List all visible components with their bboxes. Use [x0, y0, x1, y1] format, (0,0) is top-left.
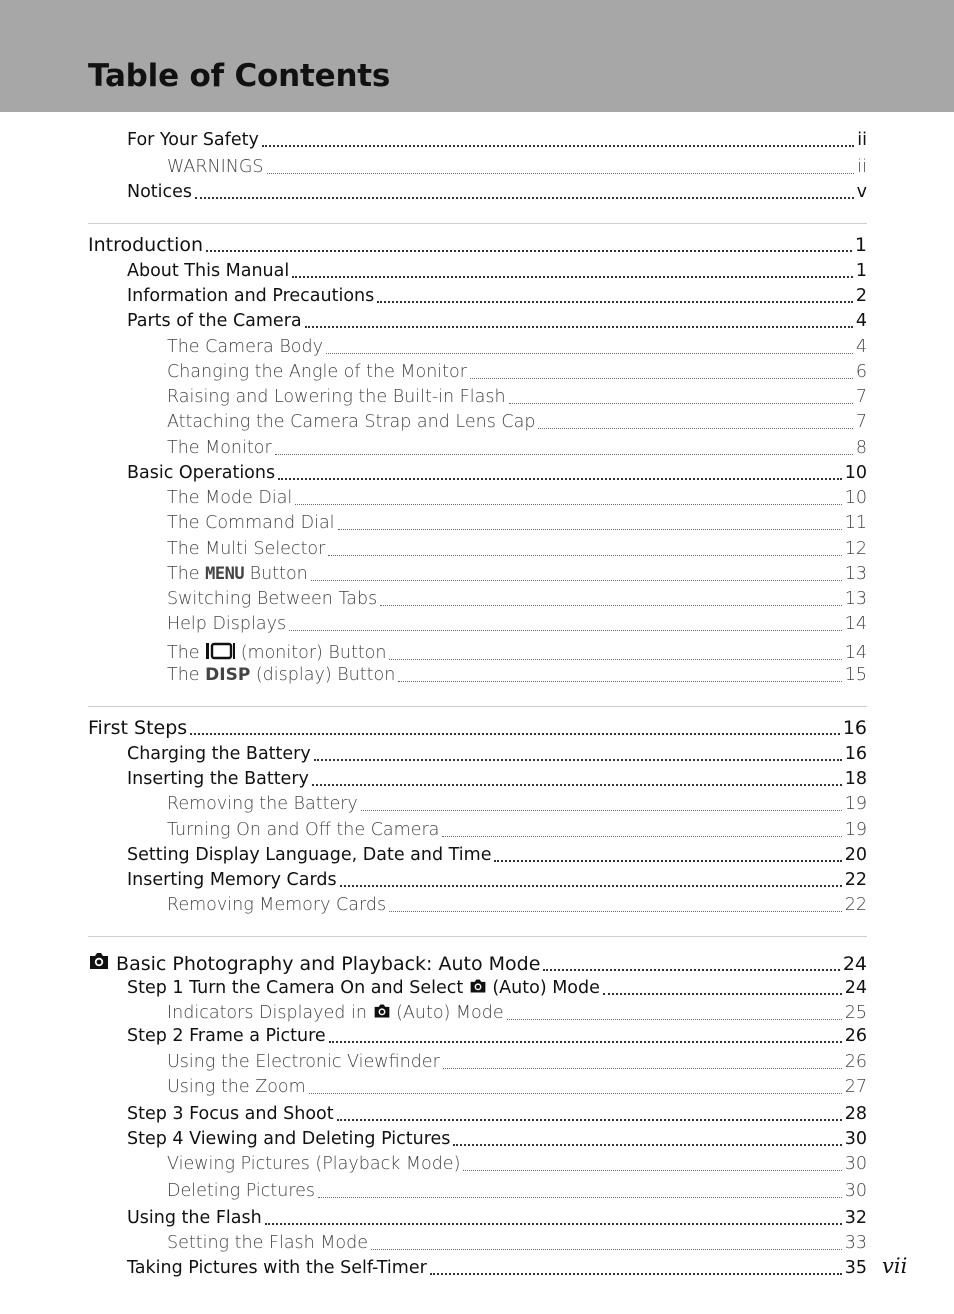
toc-entry-parts-of-the-camera[interactable]: Parts of the Camera 4 [127, 311, 867, 331]
toc-entry-menu-button[interactable]: The MENU Button 13 [167, 564, 867, 584]
camera-auto-mode-icon [88, 950, 110, 972]
toc-section-basic-photography[interactable]: Basic Photography and Playback: Auto Mode 24 [88, 950, 867, 974]
toc-entry-built-in-flash[interactable]: Raising and Lowering the Built-in Flash 7 [167, 387, 867, 407]
toc-entry-turning-on-off[interactable]: Turning On and Off the Camera 19 [167, 820, 867, 840]
toc-entry-angle-of-monitor[interactable]: Changing the Angle of the Monitor 6 [167, 362, 867, 382]
toc-entry-self-timer[interactable]: Taking Pictures with the Self-Timer 35 [127, 1258, 867, 1278]
camera-auto-mode-icon [469, 977, 487, 995]
toc-entry-display-button[interactable]: The DISP (display) Button 15 [167, 665, 867, 685]
toc-entry-charging-battery[interactable]: Charging the Battery 16 [127, 744, 867, 764]
toc-entry-warnings[interactable]: WARNINGS ii [167, 157, 867, 177]
section-divider [88, 223, 867, 224]
toc-entry-removing-battery[interactable]: Removing the Battery 19 [167, 794, 867, 814]
toc-entry-the-camera-body[interactable]: The Camera Body 4 [167, 337, 867, 357]
page-number: vii [882, 1254, 908, 1278]
toc-entry-electronic-viewfinder[interactable]: Using the Electronic Viewfinder 26 [167, 1052, 867, 1072]
menu-icon: MENU [205, 564, 245, 584]
toc-entry-using-flash[interactable]: Using the Flash 32 [127, 1208, 867, 1228]
toc-entry-display-language-date-time[interactable]: Setting Display Language, Date and Time 20 [127, 845, 867, 865]
toc-entry-about-this-manual[interactable]: About This Manual 1 [127, 261, 867, 281]
toc-entry-multi-selector[interactable]: The Multi Selector 12 [167, 539, 867, 559]
toc-entry-notices[interactable]: Notices v [127, 182, 867, 202]
toc-entry-help-displays[interactable]: Help Displays 14 [167, 614, 867, 634]
toc-entry-inserting-memory-cards[interactable]: Inserting Memory Cards 22 [127, 870, 867, 890]
toc-entry-switching-tabs[interactable]: Switching Between Tabs 13 [167, 589, 867, 609]
toc-entry-flash-mode[interactable]: Setting the Flash Mode 33 [167, 1233, 867, 1253]
monitor-icon [205, 642, 235, 660]
toc-entry-step4-viewing-deleting[interactable]: Step 4 Viewing and Deleting Pictures 30 [127, 1129, 867, 1149]
section-divider [88, 706, 867, 707]
toc-entry-basic-operations[interactable]: Basic Operations 10 [127, 463, 867, 483]
toc-section-introduction[interactable]: Introduction 1 [88, 234, 867, 256]
toc-entry-step1-turn-on[interactable]: Step 1 Turn the Camera On and Select (Auto) Mode 24 [127, 978, 867, 998]
page-title: Table of Contents [88, 58, 391, 94]
section-divider [88, 936, 867, 937]
toc-entry-removing-memory-cards[interactable]: Removing Memory Cards 22 [167, 895, 867, 915]
toc-entry-monitor-button[interactable]: The (monitor) Button 14 [167, 643, 867, 663]
toc-entry-using-zoom[interactable]: Using the Zoom 27 [167, 1077, 867, 1097]
header-band [0, 0, 954, 112]
toc-entry-camera-strap-lens-cap[interactable]: Attaching the Camera Strap and Lens Cap 7 [167, 412, 867, 432]
toc-entry-viewing-pictures[interactable]: Viewing Pictures (Playback Mode) 30 [167, 1154, 867, 1174]
toc-entry-mode-dial[interactable]: The Mode Dial 10 [167, 488, 867, 508]
toc-entry-step3-focus-shoot[interactable]: Step 3 Focus and Shoot 28 [127, 1104, 867, 1124]
toc-section-first-steps[interactable]: First Steps 16 [88, 717, 867, 739]
toc-entry-information-and-precautions[interactable]: Information and Precautions 2 [127, 286, 867, 306]
toc-entry-deleting-pictures[interactable]: Deleting Pictures 30 [167, 1181, 867, 1201]
toc-entry-step2-frame[interactable]: Step 2 Frame a Picture 26 [127, 1026, 867, 1046]
toc-entry-inserting-battery[interactable]: Inserting the Battery 18 [127, 769, 867, 789]
toc-entry-the-monitor[interactable]: The Monitor 8 [167, 438, 867, 458]
toc-entry-for-your-safety[interactable]: For Your Safety ii [127, 130, 867, 150]
toc-entry-indicators-auto-mode[interactable]: Indicators Displayed in (Auto) Mode 25 [167, 1003, 867, 1023]
camera-auto-mode-icon [373, 1002, 391, 1020]
toc-entry-command-dial[interactable]: The Command Dial 11 [167, 513, 867, 533]
disp-icon: DISP [205, 665, 251, 685]
